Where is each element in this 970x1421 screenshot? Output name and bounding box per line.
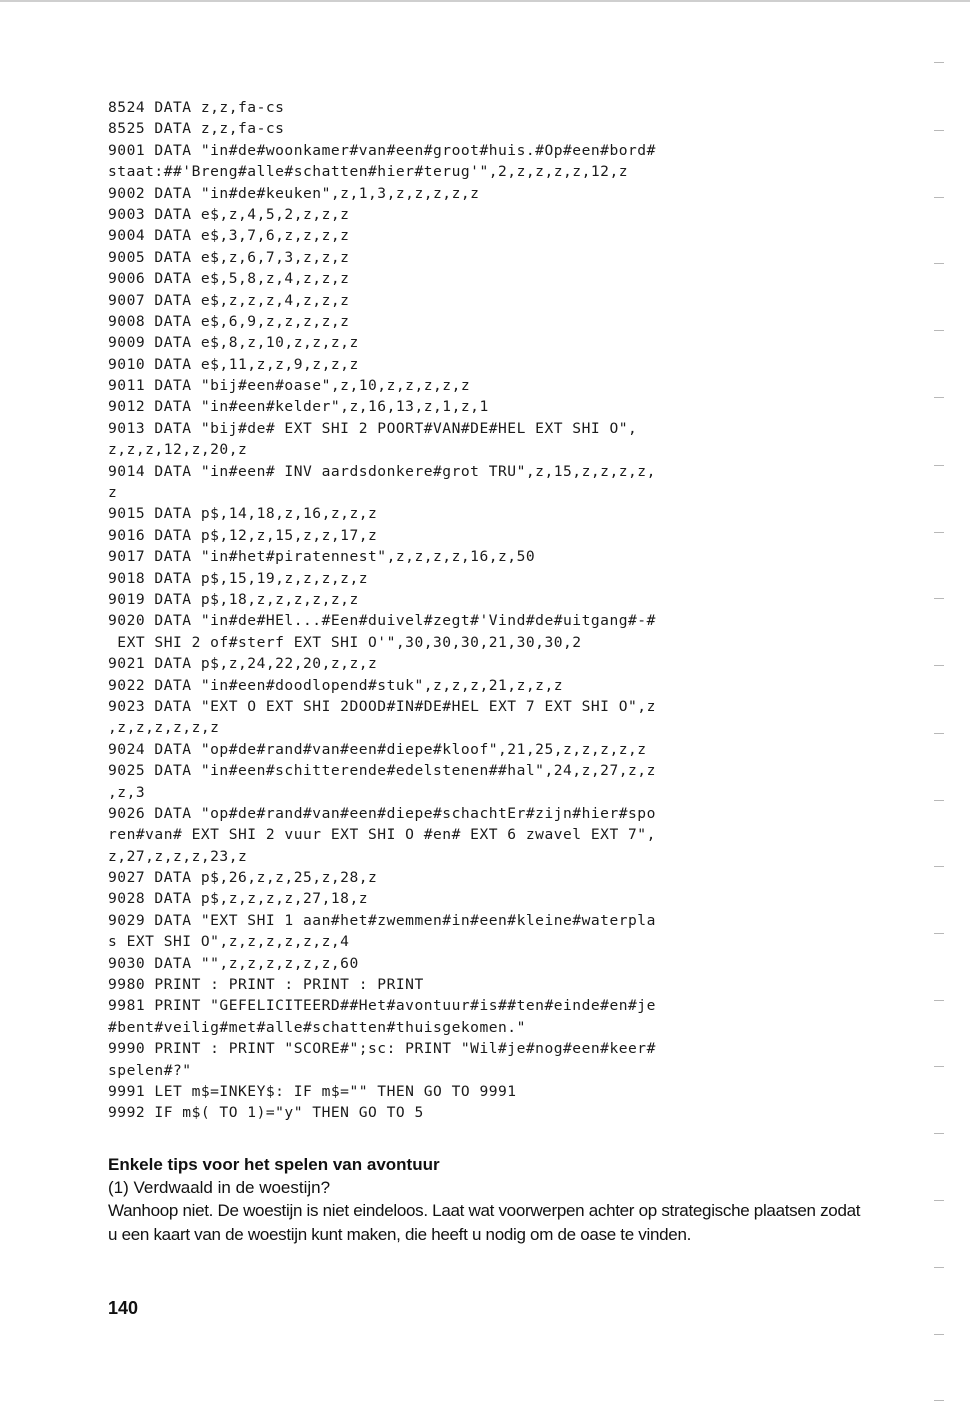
code-line: 9019 DATA p$,18,z,z,z,z,z,z <box>108 590 359 608</box>
code-line: 9025 DATA "in#een#schitterende#edelstenen##hal",24,z,27,z,z <box>108 762 656 780</box>
tips-section <box>108 1153 868 1246</box>
code-line: 9981 PRINT "GEFELICITEERD##Het#avontuur#is##ten#einde#en#je <box>108 997 656 1015</box>
code-line: 9026 DATA "op#de#rand#van#een#diepe#schachtEr#zijn#hier#spo <box>108 804 656 822</box>
code-line: 9016 DATA p$,12,z,15,z,z,17,z <box>108 526 378 544</box>
code-line: s EXT SHI O",z,z,z,z,z,z,4 <box>108 933 350 951</box>
code-line: 9006 DATA e$,5,8,z,4,z,z,z <box>108 270 350 288</box>
margin-tick <box>934 665 944 666</box>
code-line: #bent#veilig#met#alle#schatten#thuisgekomen." <box>108 1018 526 1036</box>
code-line: ,z,z,z,z,z,z <box>108 719 220 737</box>
code-line: 9007 DATA e$,z,z,z,4,z,z,z <box>108 291 350 309</box>
margin-tick <box>934 130 944 131</box>
margin-tick <box>934 866 944 867</box>
code-line: 9020 DATA "in#de#HEl...#Een#duivel#zegt#'Vind#de#uitgang#-# <box>108 612 656 630</box>
code-line: 9014 DATA "in#een# INV aardsdonkere#grot TRU",z,15,z,z,z,z, <box>108 462 656 480</box>
margin-tick <box>934 1000 944 1001</box>
code-line: 9992 IF m$( TO 1)="y" THEN GO TO 5 <box>108 1104 424 1122</box>
code-line: EXT SHI 2 of#sterf EXT SHI O'",30,30,30,21,30,30,2 <box>108 633 582 651</box>
code-line: 9009 DATA e$,8,z,10,z,z,z,z <box>108 334 359 352</box>
margin-tick <box>934 1200 944 1201</box>
code-line: staat:##'Breng#alle#schatten#hier#terug'",2,z,z,z,z,12,z <box>108 163 629 181</box>
code-line: 9027 DATA p$,26,z,z,25,z,28,z <box>108 869 378 887</box>
code-line: 9008 DATA e$,6,9,z,z,z,z,z <box>108 312 350 330</box>
code-line: 9029 DATA "EXT SHI 1 aan#het#zwemmen#in#een#kleine#waterpla <box>108 911 656 929</box>
margin-tick <box>934 62 944 63</box>
margin-tick <box>934 263 944 264</box>
basic-program-listing <box>108 97 878 1124</box>
code-line: 9023 DATA "EXT O EXT SHI 2DOOD#IN#DE#HEL EXT 7 EXT SHI O",z <box>108 697 656 715</box>
code-line: 9005 DATA e$,z,6,7,3,z,z,z <box>108 248 350 266</box>
code-line: 9011 DATA "bij#een#oase",z,10,z,z,z,z,z <box>108 377 471 395</box>
code-line: 9022 DATA "in#een#doodlopend#stuk",z,z,z,21,z,z,z <box>108 676 564 694</box>
page-number: 140 <box>108 1298 139 1318</box>
margin-tick <box>934 532 944 533</box>
code-line: 9018 DATA p$,15,19,z,z,z,z,z <box>108 569 369 587</box>
scan-top-edge <box>0 0 970 2</box>
tip-paragraph: Wanhoop niet. De woestijn is niet eindeloos. Laat wat voorwerpen achter op strategische plaatsen zodat u een kaart van de woestijn kunt maken, die heeft u nodig om de oase te vinden. <box>108 1201 861 1244</box>
section-heading: Enkele tips voor het spelen van avontuur <box>108 1155 440 1174</box>
code-line: ren#van# EXT SHI 2 vuur EXT SHI O #en# EXT 6 zwavel EXT 7", <box>108 826 656 844</box>
code-line: 9990 PRINT : PRINT "SCORE#";sc: PRINT "Wil#je#nog#een#keer# <box>108 1040 656 1058</box>
margin-tick <box>934 465 944 466</box>
code-line: 9017 DATA "in#het#piratennest",z,z,z,z,16,z,50 <box>108 548 536 566</box>
code-line: 9028 DATA p$,z,z,z,z,27,18,z <box>108 890 369 908</box>
margin-tick <box>934 733 944 734</box>
margin-tick <box>934 397 944 398</box>
margin-tick <box>934 197 944 198</box>
margin-tick <box>934 330 944 331</box>
code-line: spelen#?" <box>108 1061 192 1079</box>
code-line: 8524 DATA z,z,fa-cs <box>108 99 285 116</box>
code-line: z,z,z,12,z,20,z <box>108 441 248 459</box>
code-line: 9012 DATA "in#een#kelder",z,16,13,z,1,z,1 <box>108 398 489 416</box>
code-line: 9003 DATA e$,z,4,5,2,z,z,z <box>108 205 350 223</box>
code-line: 9024 DATA "op#de#rand#van#een#diepe#kloof",21,25,z,z,z,z,z <box>108 740 647 758</box>
code-line: 9010 DATA e$,11,z,z,9,z,z,z <box>108 355 359 373</box>
code-line: 9021 DATA p$,z,24,22,20,z,z,z <box>108 655 378 673</box>
code-line: 9001 DATA "in#de#woonkamer#van#een#groot#huis.#Op#een#bord# <box>108 141 656 159</box>
margin-tick <box>934 1334 944 1335</box>
code-line: 9013 DATA "bij#de# EXT SHI 2 POORT#VAN#DE#HEL EXT SHI O", <box>108 419 638 437</box>
tip-title: (1) Verdwaald in de woestijn? <box>108 1178 331 1197</box>
code-line: z <box>108 484 118 502</box>
margin-tick <box>934 1400 944 1401</box>
code-line: 9015 DATA p$,14,18,z,16,z,z,z <box>108 505 378 523</box>
code-line: 9980 PRINT : PRINT : PRINT : PRINT <box>108 976 424 994</box>
code-line: 9030 DATA "",z,z,z,z,z,z,60 <box>108 954 359 972</box>
code-line: 8525 DATA z,z,fa-cs <box>108 120 285 138</box>
margin-tick <box>934 1066 944 1067</box>
code-line: 9004 DATA e$,3,7,6,z,z,z,z <box>108 227 350 245</box>
code-line: ,z,3 <box>108 783 146 801</box>
code-line: 9991 LET m$=INKEY$: IF m$="" THEN GO TO 9991 <box>108 1082 517 1100</box>
margin-tick <box>934 933 944 934</box>
code-line: z,27,z,z,z,23,z <box>108 847 248 865</box>
code-line: 9002 DATA "in#de#keuken",z,1,3,z,z,z,z,z <box>108 184 480 202</box>
margin-tick <box>934 800 944 801</box>
margin-tick <box>934 1267 944 1268</box>
margin-tick <box>934 598 944 599</box>
margin-tick <box>934 1133 944 1134</box>
